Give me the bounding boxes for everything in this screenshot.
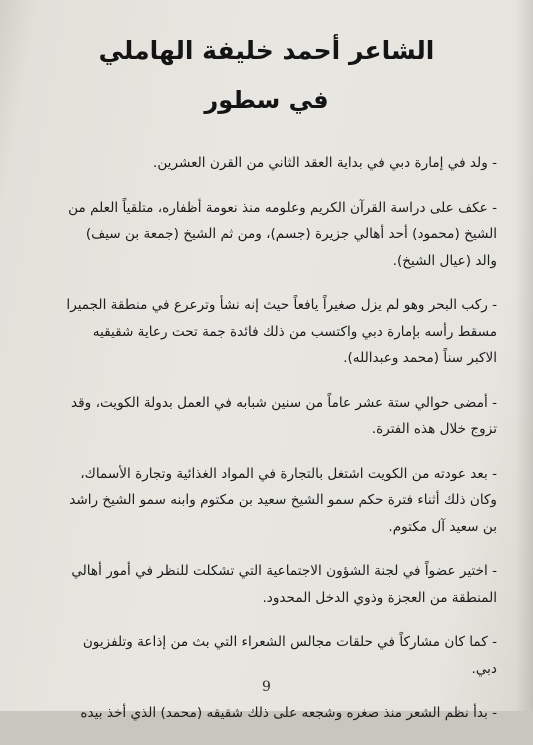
biography-list [62, 150, 497, 745]
list-item [62, 700, 497, 727]
text-line: بن سعيد آل مكتوم. [388, 518, 497, 535]
text-line: الاكبر سناً (محمد وعبدالله). [343, 350, 497, 366]
page-number: 9 [262, 679, 271, 695]
text-line: - بدأ نظم الشعر منذ صغره وشجعه على ذلك شقيقه (محمد) الذي أخذ بيده [80, 705, 497, 721]
list-item [62, 461, 497, 541]
text-line: المنطقة من العجزة وذوي الدخل المحدود. [262, 589, 497, 606]
text-line: تزوج خلال هذه الفترة. [371, 421, 497, 437]
text-line: - اختير عضواً في لجنة الشؤون الاجتماعية التي تشكلت للنظر في أمور أهالي [71, 563, 497, 579]
text-line: مسقط رأسه بإمارة دبي واكتسب من ذلك فائدة جمة تحت رعاية شقيقيه [92, 323, 497, 340]
text-line: - عكف على دراسة القرآن الكريم وعلومه منذ نعومة أظفاره، متلقياً العلم من [68, 199, 497, 216]
list-item [62, 292, 497, 372]
page-title: الشاعر أحمد خليفة الهاملي [98, 36, 435, 65]
text-line: دبي. [471, 660, 497, 677]
text-line: وكان ذلك أثناء فترة حكم سمو الشيخ سعيد بن مكتوم وابنه سمو الشيخ راشد [69, 492, 497, 508]
list-item [62, 150, 497, 177]
text-line: والد (عيال الشيخ). [392, 252, 497, 269]
text-line: - بعد عودته من الكويت اشتغل بالتجارة في المواد الغذائية وتجارة الأسماك، [80, 465, 497, 482]
text-line: الشيخ (محمود) أحد أهالي جزيرة (جسم)، ومن ثم الشيخ (جمعة بن سيف) [85, 226, 497, 242]
text-line: - أمضى حوالي ستة عشر عاماً من سنين شبابه في العمل بدولة الكويت، وقد [71, 394, 497, 411]
list-item [62, 195, 497, 275]
text-line: - ركب البحر وهو لم يزل صغيراً يافعاً حيث إنه نشأ وترعرع في منطقة الجميرا [66, 297, 497, 313]
text-line: - ولد في إمارة دبي في بداية العقد الثاني من القرن العشرين. [153, 155, 497, 171]
text-line: - كما كان مشاركاً في حلقات مجالس الشعراء التي بث من إذاعة وتلفزيون [82, 634, 497, 650]
list-item [62, 629, 497, 682]
page-subtitle: في سطور [204, 86, 329, 114]
list-item [62, 558, 497, 611]
list-item [62, 390, 497, 443]
